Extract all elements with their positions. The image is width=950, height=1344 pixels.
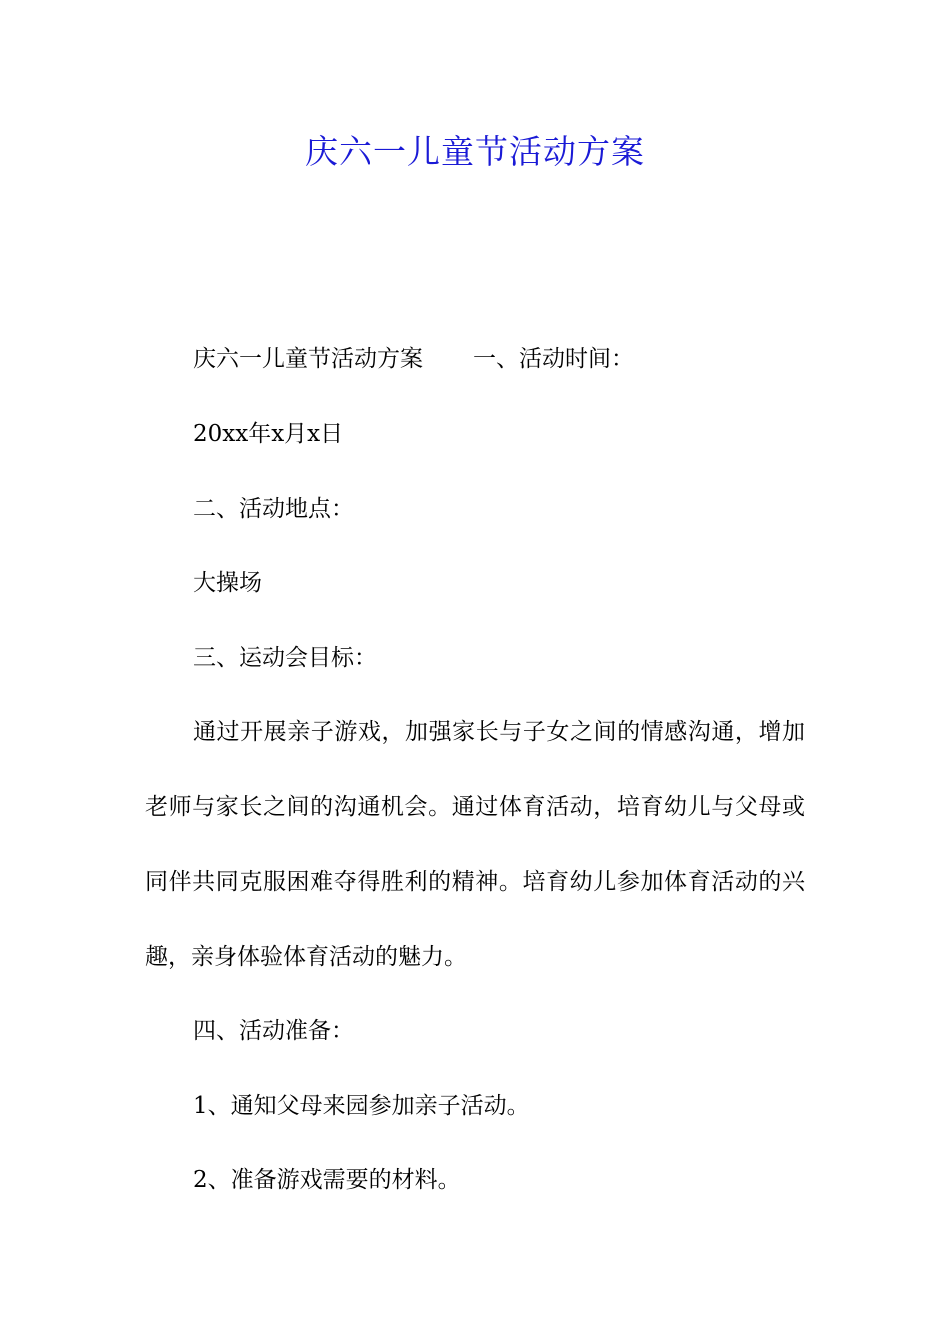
- location-line: 大操场: [193, 570, 262, 596]
- section2-heading: 二、活动地点：: [193, 496, 354, 522]
- prep-item-2: 2、准备游戏需要的材料。: [193, 1167, 461, 1193]
- section3-heading: 三、运动会目标：: [193, 645, 377, 671]
- date-line: 20xx年x月x日: [193, 421, 344, 447]
- prep-item-1: 1、通知父母来园参加亲子活动。: [193, 1093, 530, 1119]
- document-title: 庆六一儿童节活动方案: [305, 132, 645, 171]
- section1-heading: 一、活动时间：: [473, 346, 634, 372]
- goal-paragraph: 通过开展亲子游戏，加强家长与子女之间的情感沟通，增加老师与家长之间的沟通机会。通过体育活动，培育幼儿与父母或同伴共同克服困难夺得胜利的精神。培育幼儿参加体育活动的兴趣，亲身体验体育活动的魅力。: [145, 719, 805, 970]
- intro-heading: 庆六一儿童节活动方案: [193, 346, 423, 372]
- intro-line: [193, 344, 634, 374]
- section4-heading: 四、活动准备：: [193, 1018, 354, 1044]
